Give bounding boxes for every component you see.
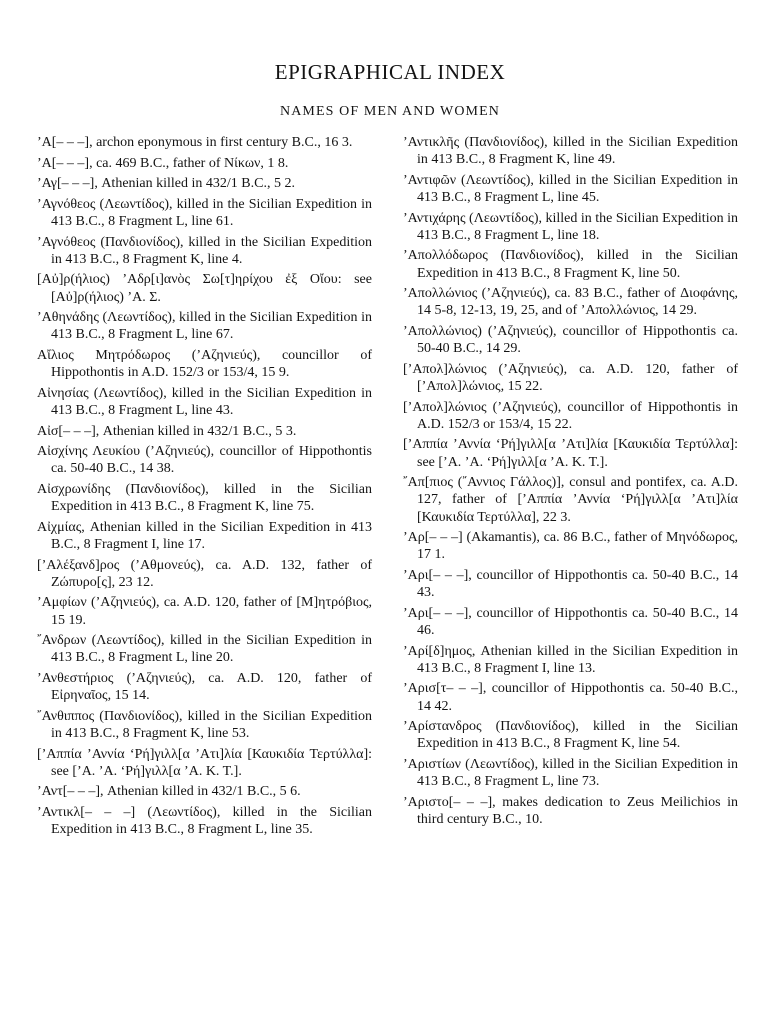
index-entry: ’Αριστίων (Λεωντίδος), killed in the Sicilian Expedition in 413 B.C., 8 Fragment L, line 73. (403, 756, 738, 790)
index-entry: Αἴλιος Μητρόδωρος (’Αζηνιεύς), councillor of Hippothontis in A.D. 152/3 or 153/4, 15 9. (37, 347, 372, 381)
index-entry: ’Αμφίων (’Αζηνιεύς), ca. A.D. 120, father of [Μ]ητρόβιος, 15 19. (37, 595, 372, 628)
index-entry: [’Αππία ’Αννία ‘Ρή]γιλλ[α ’Ατι]λία [Καυκιδία Τερτύλλα]: see [’Α. ’Α. ‘Ρή]γιλλ[α ’Α. Κ. Τ.]. (403, 437, 738, 470)
index-entry: Αἰνησίας (Λεωντίδος), killed in the Sicilian Expedition in 413 B.C., 8 Fragment L, line 43. (37, 385, 372, 418)
index-entry: ’Αντικλῆς (Πανδιονίδος), killed in the Sicilian Expedition in 413 B.C., 8 Fragment K, line 49. (403, 135, 738, 168)
index-entry: ’Αντιφῶν (Λεωντίδος), killed in the Sicilian Expedition in 413 B.C., 8 Fragment L, line 45. (403, 172, 738, 205)
section-subtitle: NAMES OF MEN AND WOMEN (280, 104, 500, 119)
index-column-right (403, 134, 738, 832)
index-column-left (37, 134, 372, 842)
index-entry: ’Απολλόδωρος (Πανδιονίδος), killed in the Sicilian Expedition in 413 B.C., 8 Fragment K, line 50. (403, 248, 738, 281)
index-entry: ’Αριστο[– – –], makes dedication to Zeus Meilichios in third century B.C., 10. (403, 794, 738, 827)
index-entry: Αἰχμίας, Athenian killed in the Sicilian Expedition in 413 B.C., 8 Fragment I, line 17. (37, 519, 372, 552)
page-title: EPIGRAPHICAL INDEX (274, 60, 506, 84)
index-entry: ’Α[– – –], ca. 469 B.C., father of Νίκων, 1 8. (37, 155, 289, 171)
index-entry: ’Απολλώνιος) (’Αζηνιεύς), councillor of Hippothontis ca. 50-40 B.C., 14 29. (403, 323, 738, 357)
index-entry: ’Αντικλ[– – –] (Λεωντίδος), killed in the Sicilian Expedition in 413 B.C., 8 Fragment L, line 35. (37, 804, 372, 838)
index-entry: ’Αρι[– – –], councillor of Hippothontis ca. 50-40 B.C., 14 43. (403, 567, 738, 601)
index-entry: ῎Ανδρων (Λεωντίδος), killed in the Sicilian Expedition in 413 B.C., 8 Fragment L, line 20. (37, 633, 372, 666)
index-entry: ’Αρίστανδρος (Πανδιονίδος), killed in the Sicilian Expedition in 413 B.C., 8 Fragment K, line 54. (403, 719, 738, 752)
index-entry: [’Απολ]λώνιος (’Αζηνιεύς), councillor of Hippothontis in A.D. 152/3 or 153/4, 15 22. (403, 399, 738, 432)
index-entry: ’Α[– – –], archon eponymous in first century B.C., 16 3. (37, 135, 353, 150)
index-entry: ’Αντιχάρης (Λεωντίδος), killed in the Sicilian Expedition in 413 B.C., 8 Fragment L, line 18. (403, 210, 738, 243)
index-entry: ’Αγνόθεος (Λεωντίδος), killed in the Sicilian Expedition in 413 B.C., 8 Fragment L, line 61. (37, 196, 372, 229)
index-entry: ’Αρισ[τ– – –], councillor of Hippothontis ca. 50-40 B.C., 14 42. (403, 681, 738, 714)
index-entry: [’Αππία ’Αννία ‘Ρή]γιλλ[α ’Ατι]λία [Καυκιδία Τερτύλλα]: see [’Α. ’Α. ‘Ρή]γιλλ[α ’Α. Κ. Τ.]. (37, 746, 372, 779)
index-entry: ’Αγνόθεος (Πανδιονίδος), killed in the Sicilian Expedition in 413 B.C., 8 Fragment K, line 4. (37, 234, 372, 267)
index-entry: ’Αρί[δ]ημος, Athenian killed in the Sicilian Expedition in 413 B.C., 8 Fragment I, line 13. (403, 643, 738, 676)
index-entry: [’Απολ]λώνιος (’Αζηνιεύς), ca. A.D. 120, father of [’Απολ]λώνιος, 15 22. (403, 361, 738, 394)
index-entry: ’Αγ[– – –], Athenian killed in 432/1 B.C., 5 2. (37, 176, 295, 192)
index-entry: Αἰσ[– – –], Athenian killed in 432/1 B.C., 5 3. (37, 423, 297, 439)
index-entry: ’Ανθεστήριος (’Αζηνιεύς), ca. A.D. 120, father of Εἰρηναῖος, 15 14. (37, 670, 372, 704)
index-entry: ’Αντ[– – –], Athenian killed in 432/1 B.C., 5 6. (37, 784, 301, 800)
index-entry: ’Αθηνάδης (Λεωντίδος), killed in the Sicilian Expedition in 413 B.C., 8 Fragment L, line 67. (37, 310, 372, 343)
index-entry: [Αὐ]ρ(ήλιος) ’Αδρ[ι]ανὸς Σω[τ]ηρίχου ἐξ Οἴου: see [Αὐ]ρ(ήλιος) ’Α. Σ. (37, 272, 372, 305)
index-entry: Αἰσχρωνίδης (Πανδιονίδος), killed in the Sicilian Expedition in 413 B.C., 8 Fragment K, line 75. (37, 481, 372, 515)
index-entry: ῎Απ[πιος (῎Αννιος Γάλλος)], consul and pontifex, ca. A.D. 127, father of [’Αππία ’Αννία ‘Ρή]γιλλ[α ’Ατι]λία [Καυκιδία Τερτύλλα], 22 3. (403, 475, 738, 525)
index-entry: ’Απολλώνιος (’Αζηνιεύς), ca. 83 B.C., father of Διοφάνης, 14 5-8, 12-13, 19, 25, and of ’Απολλώνιος, 14 29. (403, 286, 738, 319)
index-entry: ’Αρι[– – –], councillor of Hippothontis ca. 50-40 B.C., 14 46. (403, 605, 738, 638)
index-entry: Αἰσχίνης Λευκίου (’Αζηνιεύς), councillor of Hippothontis ca. 50-40 B.C., 14 38. (37, 444, 372, 477)
index-entry: [’Αλέξανδ]ρος (’Αθμονεύς), ca. A.D. 132, father of Ζώπυρο[ς], 23 12. (37, 557, 372, 590)
index-entry: ῎Ανθιππος (Πανδιονίδος), killed in the Sicilian Expedition in 413 B.C., 8 Fragment K, line 53. (37, 708, 372, 741)
index-entry: ’Αρ[– – –] (Akamantis), ca. 86 B.C., father of Μηνόδωρος, 17 1. (403, 530, 738, 563)
